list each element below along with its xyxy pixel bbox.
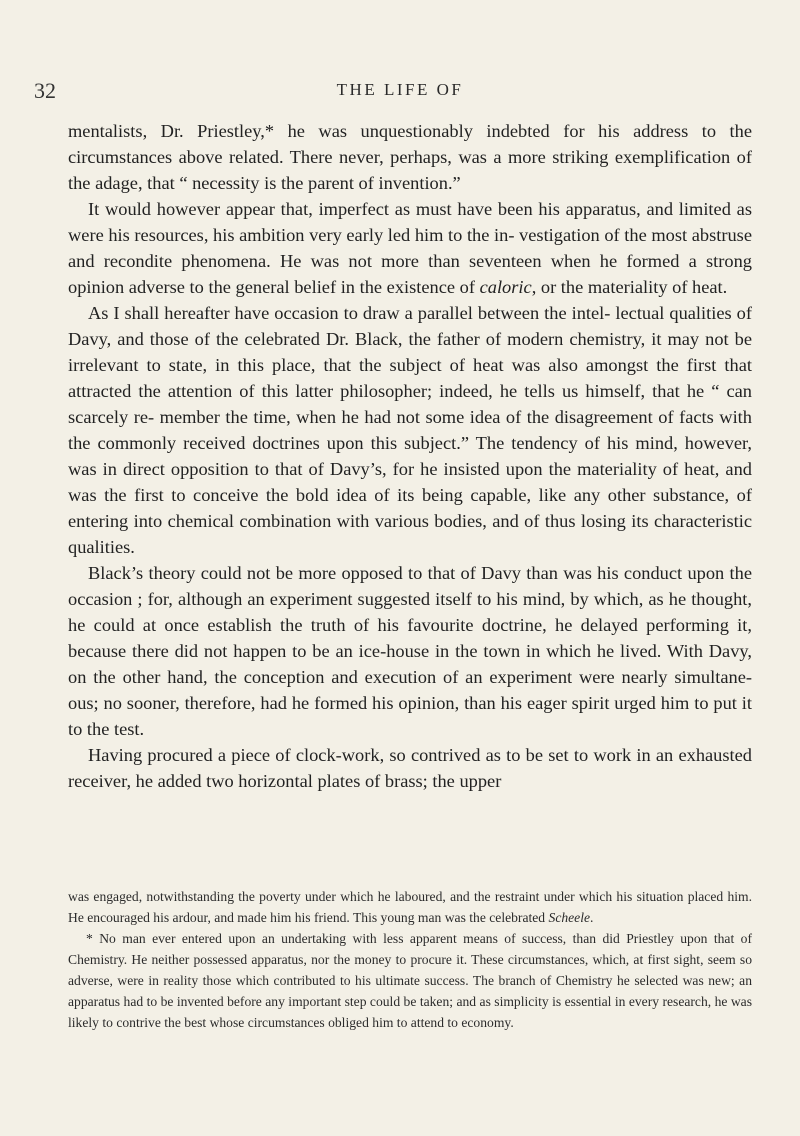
paragraph-3 — [68, 300, 752, 560]
paragraph-2-text-b: , or the materiality of heat. — [531, 277, 728, 297]
paragraph-3-text: As I shall hereafter have occasion to draw a parallel between the intel- lectual qualities of Davy, and those of the celebrated Dr. Black, the father of modern chemistry, it may not be irrelevant to state, in this place, that the subject of heat was also amongst the first that attracted the attention of this latter philosopher; indeed, he tells us himself, that he “ can scarcely re- member the time, when he had not some idea of the disagreement of facts with the commonly received doctrines upon this subject.” The tendency of his mind, however, was in direct opposition to that of Davy’s, for he insisted upon the materiality of heat, and was the first to conceive the bold idea of its being capable, like any other substance, of entering into chemical combination with various bodies, and of thus losing its characteristic qualities. — [68, 303, 752, 557]
footnote-1-text-a: was engaged, notwithstanding the poverty under which he laboured, and the restraint under which his situation placed him. He encouraged his ardour, and made him his friend. This young man was the celebrated — [68, 889, 752, 925]
paragraph-2-text-a: It would however appear that, imperfect as must have been his apparatus, and limited as were his resources, his ambition very early led him to the in- vestigation of the most abstruse and recondite phenomena. He was not more than seventeen when he formed a strong opinion adverse to the general belief in the existence of — [68, 199, 752, 297]
paragraph-4 — [68, 560, 752, 742]
footnotes — [68, 886, 752, 1033]
footnote-1-text-b: . — [590, 910, 594, 925]
paragraph-2 — [68, 196, 752, 300]
footnote-2-text: * No man ever entered upon an undertaking with less apparent means of success, than did Priestley upon that of Chemistry. He neither possessed apparatus, nor the money to procure it. These circumstances, which, at first sight, seem so adverse, were in reality those which contributed to his ultimate success. The branch of Chemistry he selected was new; an apparatus had to be invented before any important step could be taken; and as simplicity is essential in every research, he was likely to contrive the best whose circumstances obliged him to attend to economy. — [68, 931, 752, 1030]
main-text — [68, 118, 752, 794]
running-head: THE LIFE OF — [336, 80, 464, 99]
paragraph-5 — [68, 742, 752, 794]
paragraph-1 — [68, 118, 752, 196]
paragraph-4-text: Black’s theory could not be more opposed to that of Davy than was his conduct upon the occasion ; for, although an experiment suggested itself to his mind, by which, as he thought, he could at once establish the truth of his favourite doctrine, he delayed performing it, because there did not happen to be an ice-house in the town in which he lived. With Davy, on the other hand, the conception and execution of an experiment were nearly simultane- ous; no sooner, therefore, had he formed his opinion, than his eager spirit urged him to put it to the test. — [68, 563, 752, 739]
paragraph-5-text: Having procured a piece of clock-work, so contrived as to be set to work in an exhausted receiver, he added two horizontal plates of brass; the upper — [68, 745, 752, 791]
paragraph-1-text: mentalists, Dr. Priestley,* he was unquestionably indebted for his address to the circumstances above related. There never, perhaps, was a more striking exemplification of the adage, that “ necessity is the parent of invention.” — [68, 121, 752, 193]
scheele-name: Scheele — [548, 910, 591, 925]
page-number: 32 — [34, 78, 56, 103]
footnote-priestley — [68, 928, 752, 1033]
footnote-continuation — [68, 886, 752, 928]
caloric-term: caloric — [479, 277, 532, 297]
